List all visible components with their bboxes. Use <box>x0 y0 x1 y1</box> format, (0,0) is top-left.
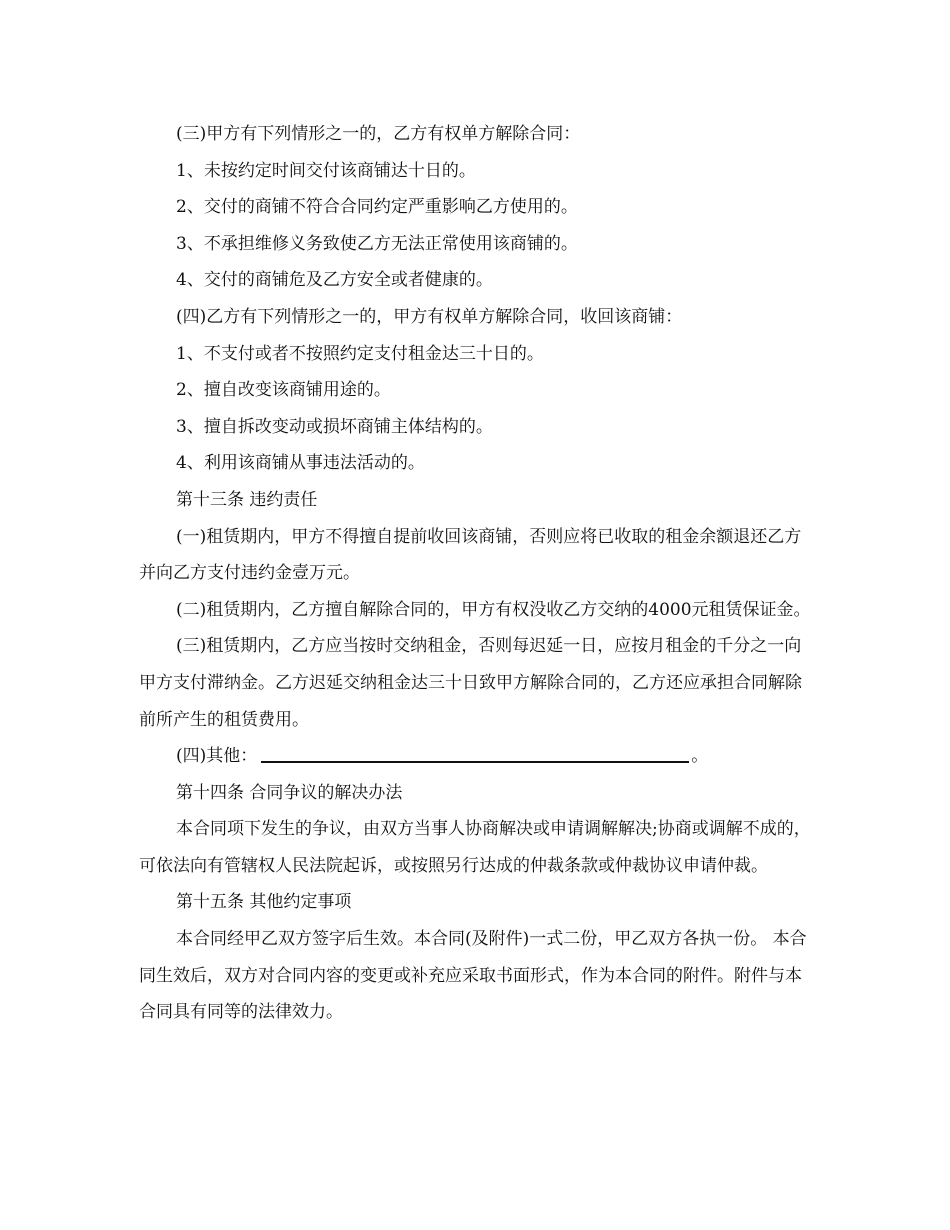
document-body <box>139 116 811 1031</box>
other-end-mark: 。 <box>691 746 709 767</box>
other-label: (四)其他： <box>176 746 258 767</box>
clause-3-item-4: 4、交付的商铺危及乙方安全或者健康的。 <box>176 270 493 291</box>
clause-3-heading: (三)甲方有下列情形之一的，乙方有权单方解除合同： <box>176 124 581 144</box>
article-15-title: 第十五条 其他约定事项 <box>176 892 352 913</box>
article-13-item-4 <box>139 738 811 775</box>
article-15-body: 本合同经甲乙双方签字后生效。本合同(及附件)一式二份，甲乙双方各执一份。 本合同生效后，双方对合同内容的变更或补充应采取书面形式，作为本合同的附件。附件与本合同具有同等的法律效力。 <box>139 929 807 1023</box>
clause-4-item-3: 3、擅自拆改变动或损坏商铺主体结构的。 <box>176 416 493 437</box>
article-13-item-3: (三)租赁期内，乙方应当按时交纳租金，否则每迟延一日，应按月租金的千分之一向甲方支付滞纳金。乙方迟延交纳租金达三十日致甲方解除合同的，乙方还应承担合同解除前所产生的租赁费用。 <box>139 636 802 730</box>
clause-4-heading: (四)乙方有下列情形之一的，甲方有权单方解除合同，收回该商铺： <box>176 306 683 327</box>
clause-3-item-3: 3、不承担维修义务致使乙方无法正常使用该商铺的。 <box>176 233 578 254</box>
clause-4-item-4: 4、利用该商铺从事违法活动的。 <box>176 453 425 474</box>
clause-4-item-2: 2、擅自改变该商铺用途的。 <box>176 380 391 401</box>
article-13-title: 第十三条 违约责任 <box>176 489 318 510</box>
article-14-body: 本合同项下发生的争议，由双方当事人协商解决或申请调解解决;协商或调解不成的，可依法向有管辖权人民法院起诉，或按照另行达成的仲裁条款或仲裁协议申请仲裁。 <box>139 819 811 876</box>
clause-4-item-1: 1、不支付或者不按照约定支付租金达三十日的。 <box>176 343 544 364</box>
fill-in-blank-line[interactable] <box>261 741 689 763</box>
article-13-item-2: (二)租赁期内，乙方擅自解除合同的，甲方有权没收乙方交纳的4000元租赁保证金。 <box>176 599 811 620</box>
article-13-item-1: (一)租赁期内，甲方不得擅自提前收回该商铺，否则应将已收取的租金余额退还乙方并向乙方支付违约金壹万元。 <box>139 526 802 584</box>
clause-3-item-1: 1、未按约定时间交付该商铺达十日的。 <box>176 160 476 181</box>
clause-3-item-2: 2、交付的商铺不符合合同约定严重影响乙方使用的。 <box>176 197 578 218</box>
article-14-title: 第十四条 合同争议的解决办法 <box>176 782 403 803</box>
